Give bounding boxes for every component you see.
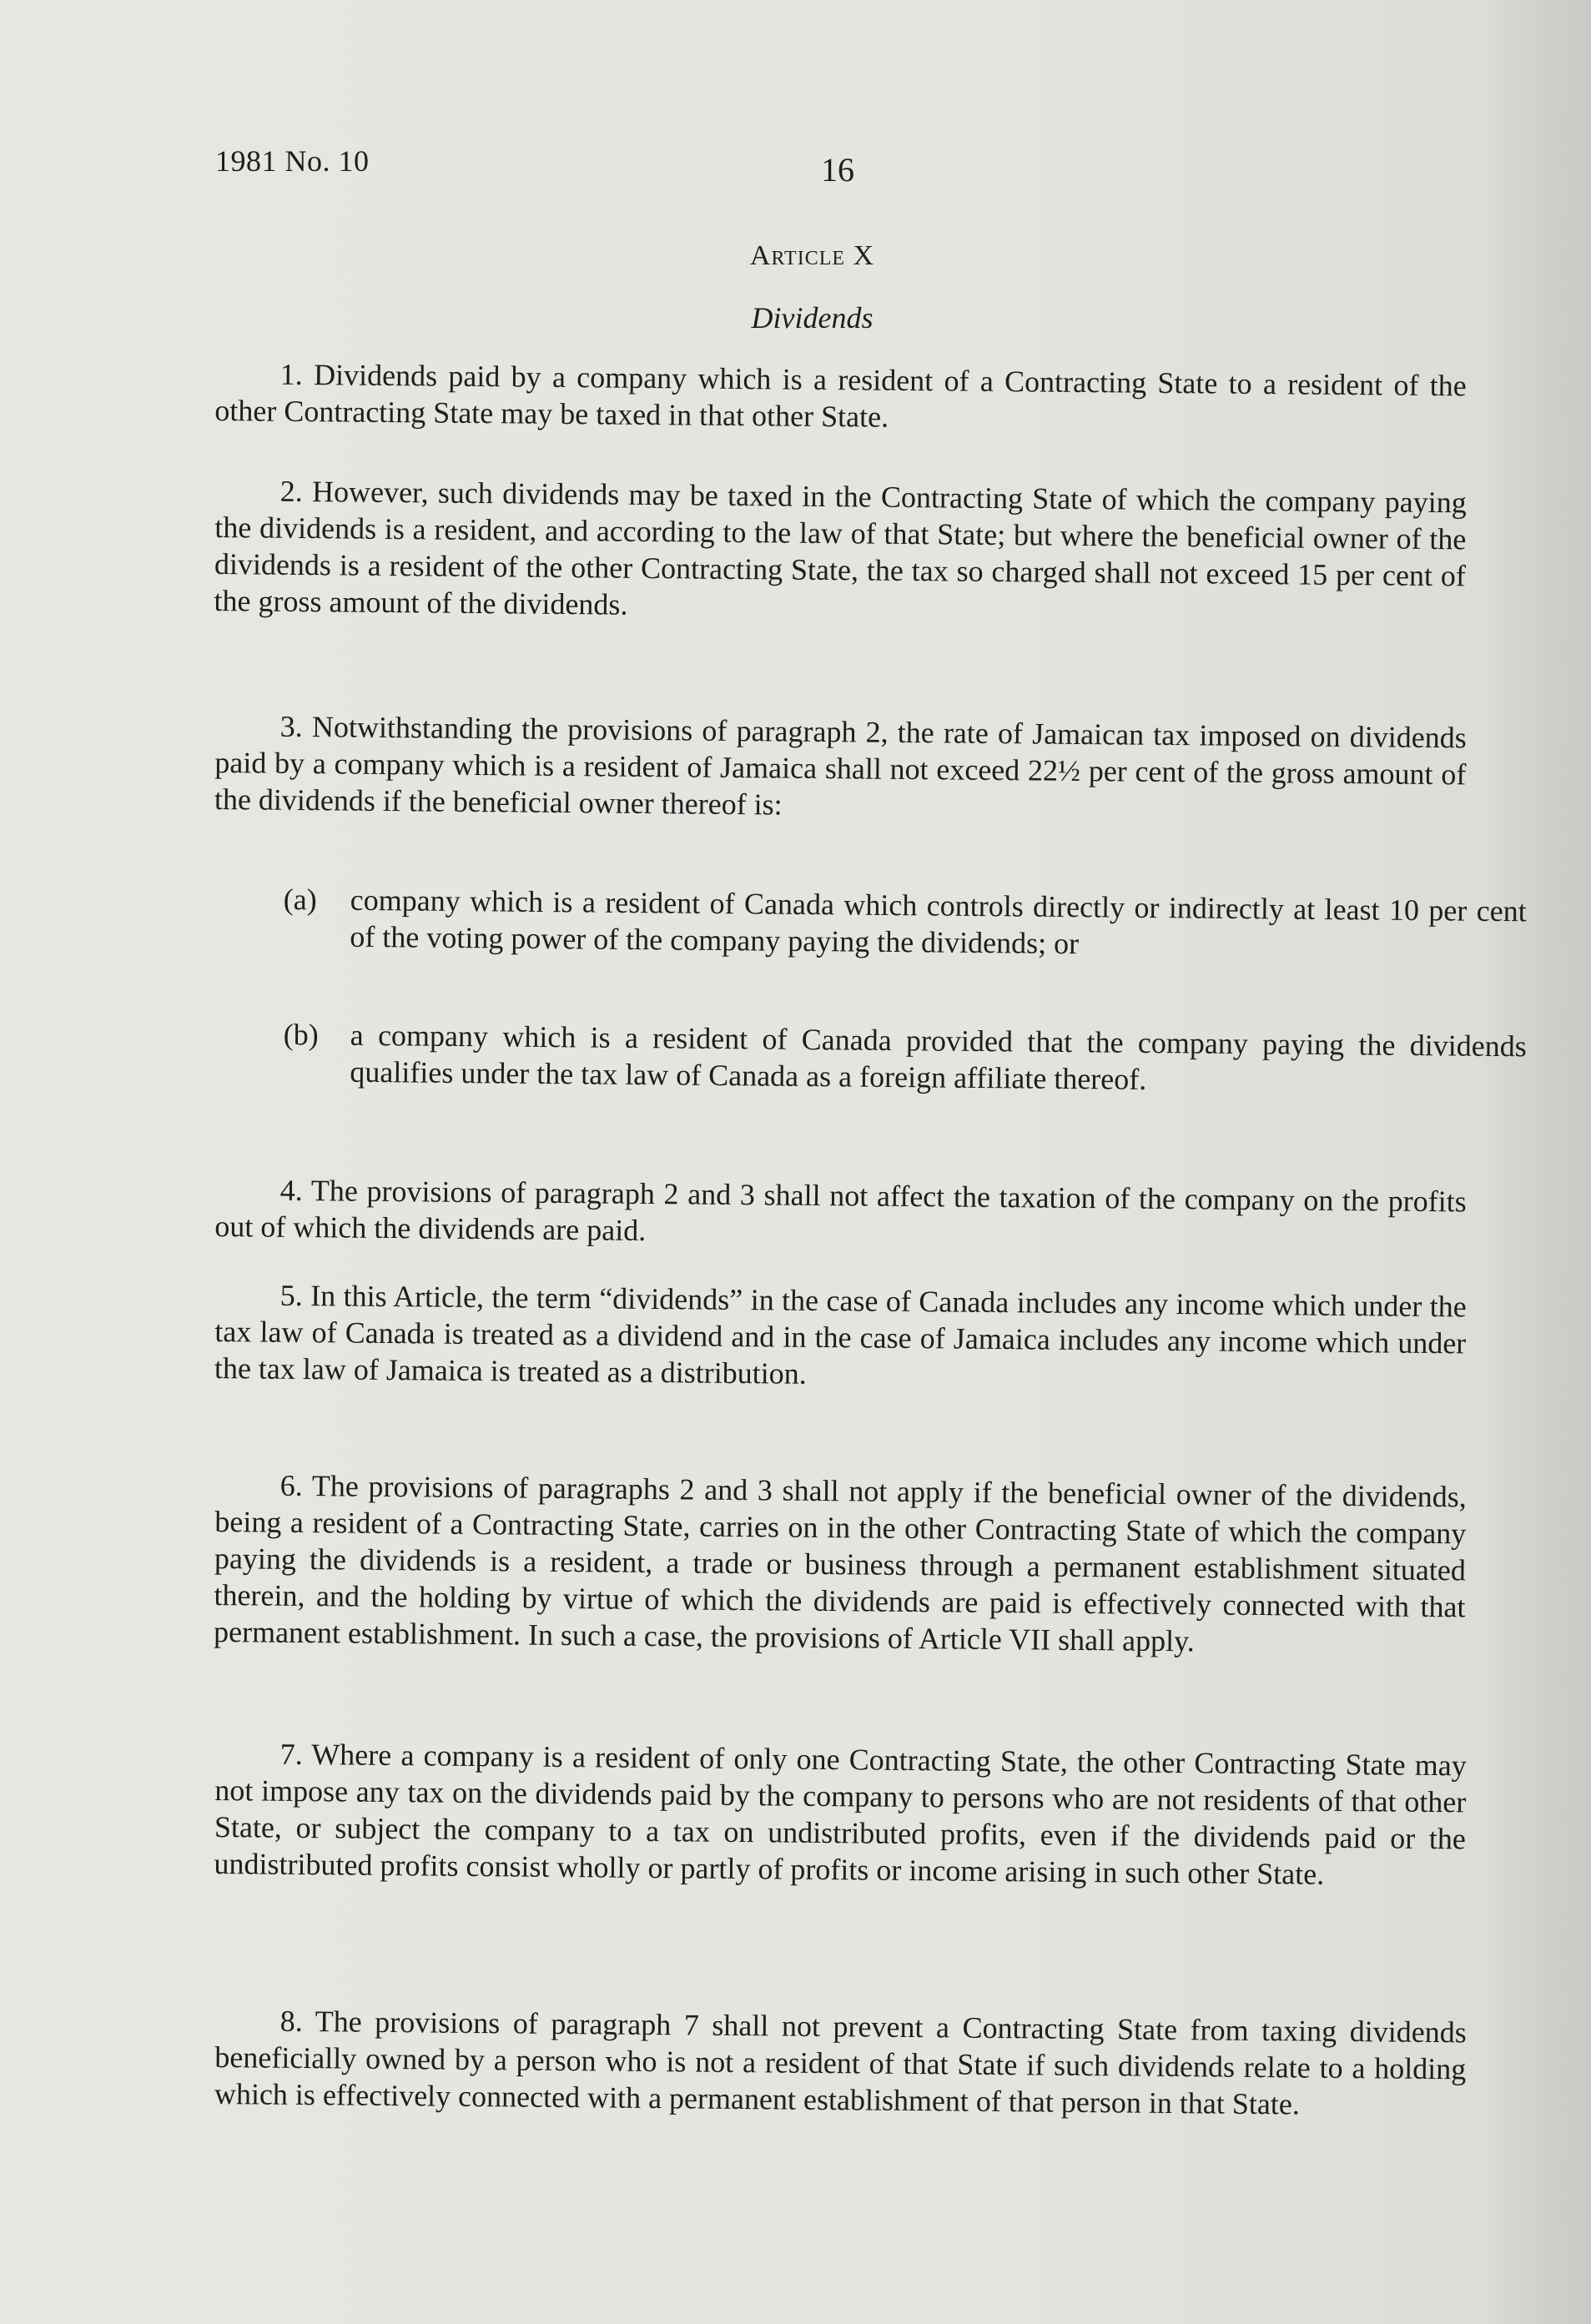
paragraph-7: 7. Where a company is a resident of only one Contracting State, the other Contracting State may not impose any tax on the dividends paid by the company to persons who are not residents of that other State, or subject the company to a tax on undistributed profits, even if the dividends paid or the undistributed profits consist wholly or partly of profits or income arising in such other State. [214,1737,1467,1891]
item-b-label: (b) [283,1017,319,1052]
paragraph-4: 4. The provisions of paragraph 2 and 3 shall not affect the taxation of the company on the profits out of which the dividends are paid. [214,1173,1467,1247]
article-subtitle [0,300,1591,335]
item-a-label: (a) [283,882,317,917]
item-a-text: company which is a resident of Canada which controls directly or indirectly at least 10 per cent of the voting power of the company paying the dividends; or [350,883,1527,961]
paragraph-5: 5. In this Article, the term “dividends” in the case of Canada includes any income which under the tax law of Canada is treated as a dividend and in the case of Jamaica includes any income which under the tax law of Jamaica is treated as a distribution. [214,1278,1467,1391]
paragraph-3-item-b [283,1016,1527,1101]
paragraph-6: 6. The provisions of paragraphs 2 and 3 shall not apply if the beneficial owner of the dividends, being a resident of a Contracting State, carries on in the other Contracting State of which the company paying the dividends is a resident, a trade or business through a permanent establishment situated therein, and the holding by virtue of which the dividends are paid is effectively connected with that permanent establishment. In such a case, the provisions of Article VII shall apply. [213,1468,1467,1658]
article-heading-text: Article X [749,240,875,271]
paragraph-3: 3. Notwithstanding the provisions of paragraph 2, the rate of Jamaican tax imposed on dividends paid by a company which is a resident of Jamaica shall not exceed 22½ per cent of the gross amount of the dividends if the beneficial owner thereof is: [214,709,1467,822]
statute-reference: 1981 No. 10 [215,144,370,178]
page-number: 16 [821,151,854,189]
item-b-text: a company which is a resident of Canada provided that the company paying the dividends qualifies under the tax law of Canada as a foreign affiliate thereof. [350,1018,1527,1096]
paragraph-8: 8. The provisions of paragraph 7 shall not prevent a Contracting State from taxing dividends beneficially owned by a person who is not a resident of that State if such dividends relate to a holding which is effectively connected with a permanent establishment of that person in that State. [214,2004,1467,2121]
paragraph-2: 2. However, such dividends may be taxed in the Contracting State of which the company paying the dividends is a resident, and according to the law of that State; but where the beneficial owner of the dividends is a resident of the other Contracting State, the tax so charged shall not exceed 15 per cent of the gross amount of the dividends. [214,474,1467,621]
article-heading [0,240,1591,272]
paragraph-3-item-a [283,881,1527,966]
paragraph-1: 1. Dividends paid by a company which is a resident of a Contracting State to a resident of the other Contracting State may be taxed in that other State. [214,357,1467,434]
article-subtitle-text: Dividends [751,301,874,335]
